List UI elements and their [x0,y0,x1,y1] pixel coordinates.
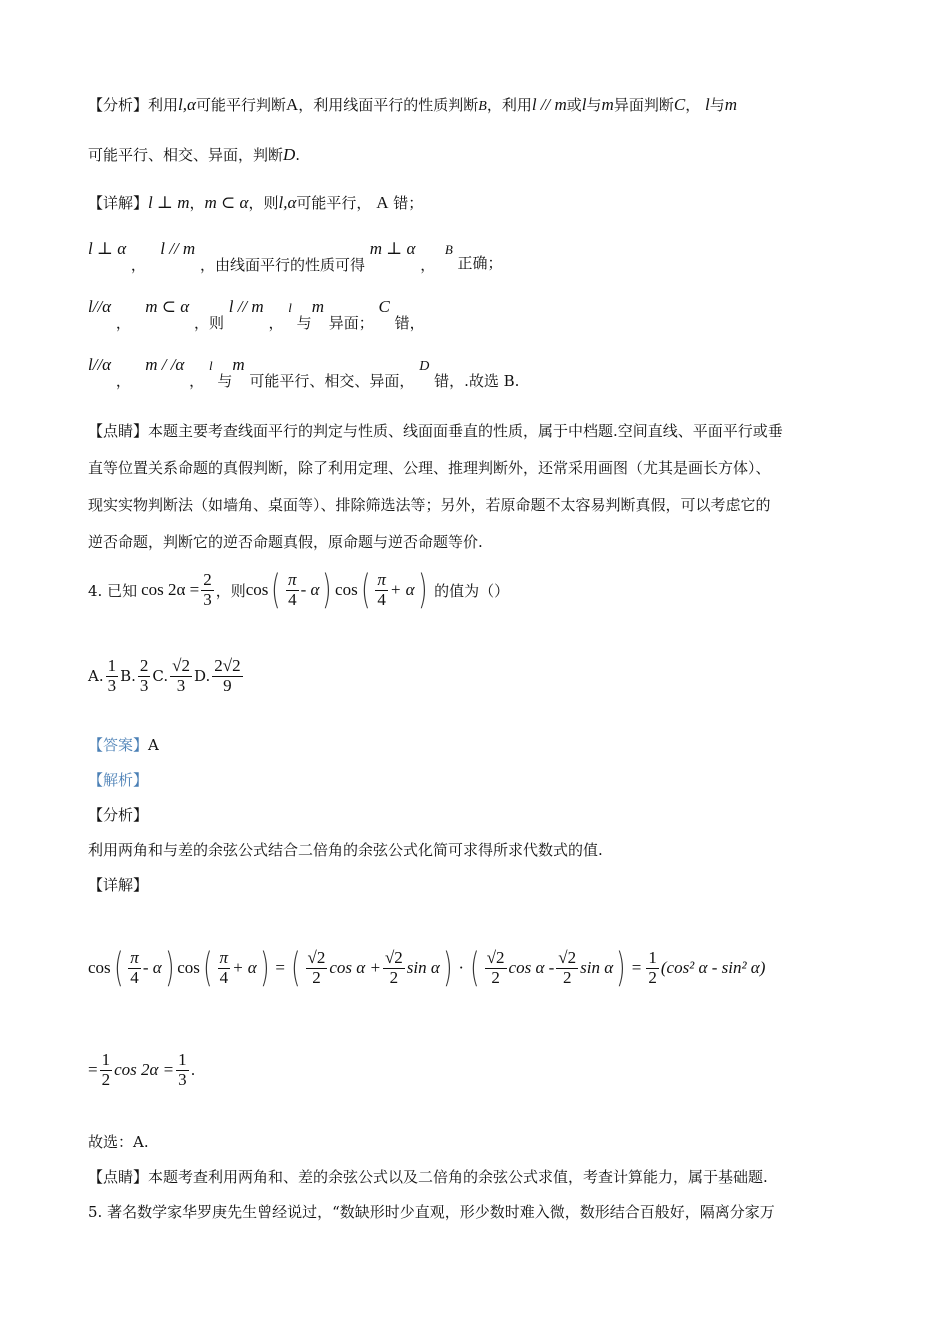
analysis2-text [88,839,603,860]
denominator: 4 [288,589,297,609]
question-number: 4. 已知 [88,581,138,600]
text: 异面判断 [613,96,674,114]
option-c-label: C. [152,667,169,685]
denominator: 2 [101,1069,111,1089]
analysis-line-1 [88,94,737,115]
text: 与 [217,372,233,390]
answer-line [88,734,159,755]
fraction [556,949,578,987]
paren: ( [360,567,371,613]
math: + α [232,958,257,977]
text: 可能平行判断 [195,96,286,114]
text: ，则 [215,581,246,600]
paren: ) [616,945,626,991]
fraction [306,949,328,987]
text: 可能平行、相交、异面， [249,372,415,390]
paren: ) [442,945,453,991]
math: l // m [228,297,264,316]
math: l [704,95,710,114]
denominator: 2 [648,967,657,987]
math: cos α + [329,958,381,977]
numerator: √2 [486,947,505,967]
denominator: 9 [223,675,232,695]
denominator: 3 [139,675,149,695]
text: 与 [586,96,602,114]
math: (cos² α - sin² α) [660,958,766,977]
detail-line-2 [88,238,503,274]
fraction [383,949,405,987]
jiexi-tag: 【解析】 [88,771,149,789]
math: A [376,193,389,212]
question-4 [88,562,509,618]
analysis-tag: 【分析】 [88,806,149,824]
numerator: √2 [558,947,577,967]
math: = [275,958,285,977]
text: 利用两角和与差的余弦公式结合二倍角的余弦公式化简可求得所求代数式的值. [88,841,603,859]
fraction [100,1051,113,1089]
numerator: 1 [178,1049,187,1069]
equation-line-1 [88,936,765,1000]
fraction [201,571,214,609]
comment-line-2 [88,457,771,478]
text: ， [115,314,131,332]
text: ， [130,256,146,274]
text: ， [189,194,205,212]
math: l [208,358,213,373]
paren: ) [164,945,175,991]
text: 故选：A. [88,1133,149,1151]
text: 现实实物判断法（如墙角、桌面等）、排除筛选法等；另外，若原命题不太容易判断真假，可以考虑它的 [88,496,771,514]
paren: ( [291,945,301,991]
fraction [646,949,659,987]
math: - α [142,958,162,977]
numerator: π [130,947,139,967]
text: 错； [393,194,424,212]
detail-tag: 【详解】 [88,194,149,212]
numerator: π [219,947,229,967]
text: . [295,146,301,164]
math: m [601,95,614,114]
math: A [285,95,299,114]
denominator: 3 [203,589,212,609]
math: cos α - [508,958,555,977]
denominator: 3 [178,1069,187,1089]
paren: ) [417,567,427,613]
math: l ⊥ α [88,239,127,258]
paren: ) [322,567,332,613]
text: 异面； [328,314,374,332]
numerator: 2√2 [214,655,241,675]
text: 利用 [148,96,179,114]
answer-value: A [148,736,159,754]
equation-line-2 [88,1042,195,1098]
fraction [218,949,231,987]
denominator: 4 [377,589,386,609]
text: ，则 [193,314,224,332]
math: B [444,242,453,257]
fraction [485,949,507,987]
math: m [724,95,738,114]
text: 与 [296,314,312,332]
numerator: π [377,569,386,589]
text: 本题考查利用两角和、差的余弦公式以及二倍角的余弦公式求值，考查计算能力，属于基础题. [148,1168,768,1186]
text: ，利用 [486,96,532,114]
math: = [88,1060,98,1079]
math: = [631,958,642,977]
math: + α [389,580,415,599]
math: l//α [88,297,112,316]
text: ， [189,372,205,390]
numerator: 1 [101,1049,111,1069]
denominator: 2 [389,967,399,987]
math: m ⊂ α [204,193,249,212]
text: 可能平行， [296,194,372,212]
text: 正确； [457,254,503,272]
text: 的值为（） [434,581,510,600]
math: l ⊥ m [148,193,190,212]
math: cos 2α = [141,580,200,599]
paren: ( [113,945,124,991]
text: ，则 [248,194,279,212]
denominator: 3 [176,675,186,695]
numerator: √2 [384,947,403,967]
text: 或 [566,96,582,114]
math: l [581,95,587,114]
comment-line-3 [88,494,771,515]
paren: ( [271,567,281,613]
text: 5. 著名数学家华罗庚先生曾经说过，“数缺形时少直观，形少数时难入微，数形结合百般好，隔离分家万 [88,1203,775,1221]
fraction [286,571,299,609]
math: cos 2α = [114,1060,175,1079]
math: l,α [278,193,297,212]
paren: ( [203,945,213,991]
comment-line-4 [88,531,483,552]
denominator: 4 [219,967,229,987]
math: cos [177,958,200,977]
math: D [419,359,430,374]
math: m [311,297,324,316]
detail-line-3 [88,296,425,332]
math: m [232,355,245,374]
detail-line-1 [88,192,423,213]
denominator: 4 [130,967,139,987]
text: ， [685,96,701,114]
option-a-label: A. [88,667,104,685]
numerator: 1 [648,947,657,967]
math: l [288,300,292,315]
analysis-line-2 [88,144,300,165]
math: l // m [531,95,567,114]
choose-line [88,1131,149,1152]
option-a-fraction [106,657,119,695]
math: B [478,99,487,114]
numerator: 1 [107,655,117,675]
detail-line-4 [88,354,520,390]
math: m / /α [145,355,185,374]
text: ， [268,314,284,332]
text: 错， [394,314,425,332]
text: ，由线面平行的性质可得 [199,256,365,274]
option-b-label: B. [120,667,136,685]
paren: ) [259,945,270,991]
denominator: 2 [491,967,500,987]
paren: ( [470,945,480,991]
text: 可能平行、相交、异面，判断 [88,146,284,164]
math: C [673,95,686,114]
question-4-options [88,650,245,702]
jiexi-line [88,769,148,790]
numerator: √2 [172,655,190,675]
analysis2-tag-line [88,804,148,825]
numerator: π [288,569,297,589]
comment-tag: 【点睛】 [88,1168,149,1186]
math: D [283,145,296,164]
text: 本题主要考查线面平行的判定与性质、线面面垂直的性质，属于中档题.空间直线、平面平行或垂 [148,422,783,440]
question-5 [88,1201,775,1222]
text: 错，.故选 B. [434,372,520,390]
math: cos [335,580,358,599]
denominator: 2 [312,967,321,987]
text: 直等位置关系命题的真假判断，除了利用定理、公理、推理判断外，还常采用画图（尤其是画长方体）、 [88,459,771,477]
text: 逆否命题，判断它的逆否命题真假，原命题与逆否命题等价. [88,533,483,551]
math: cos [245,580,269,599]
fraction [176,1051,189,1089]
comment-tag: 【点睛】 [88,422,149,440]
option-d-label: D. [193,667,211,685]
math: sin α [406,958,440,977]
text: ， [420,256,436,274]
detail-tag: 【详解】 [88,876,149,894]
numerator: 2 [139,655,149,675]
answer-tag: 【答案】 [88,736,149,754]
denominator: 2 [562,967,572,987]
fraction [375,571,388,609]
detail2-tag-line [88,874,148,895]
text: ， [115,372,131,390]
math: l // m [160,239,196,258]
analysis-tag: 【分析】 [88,96,149,114]
math: l//α [88,355,112,374]
numerator: 2 [203,569,212,589]
comment-line-1 [88,420,783,441]
math: sin α [580,958,614,977]
text: . [190,1061,196,1079]
option-d-fraction [212,657,242,695]
numerator: √2 [307,947,326,967]
math: l,α [178,95,196,114]
option-c-fraction [170,657,192,695]
math: m ⊂ α [145,297,190,316]
math: C [378,297,390,316]
fraction [128,949,141,987]
denominator: 3 [107,675,117,695]
math: m ⊥ α [369,239,416,258]
math: · [458,958,465,977]
text: 与 [709,96,725,114]
math: cos [88,958,111,977]
comment2-line [88,1166,768,1187]
math: - α [300,580,320,599]
text: ，利用线面平行的性质判断 [298,96,479,114]
option-b-fraction [138,657,151,695]
